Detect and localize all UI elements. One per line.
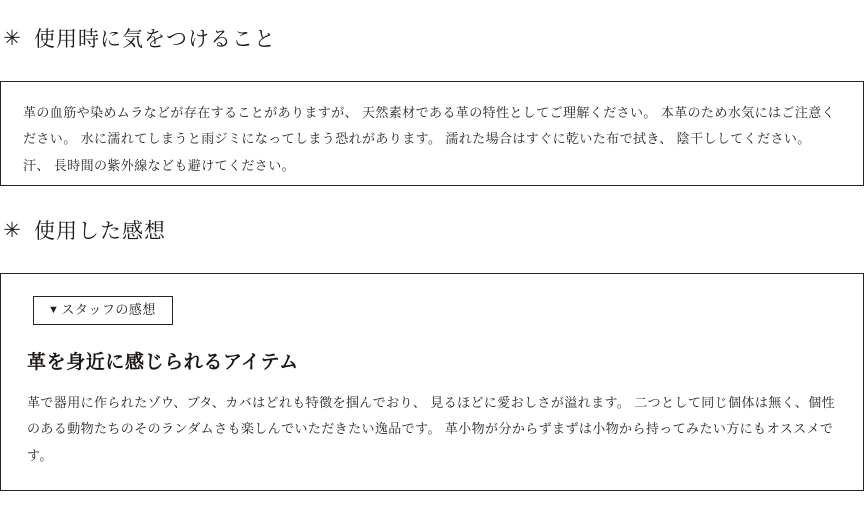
care-notes-text: 革の血筋や染めムラなどが存在することがありますが、 天然素材である革の特性としてご理解ください。 本革のため水気にはご注意ください。 水に濡れてしまうと雨ジミになってしまう恐れがあります。 濡れた場合はすぐに乾いた布で拭き、 陰干ししてください。 汗、 長時間の紫外線なども避けてください。 (23, 104, 836, 174)
section-header (0, 198, 864, 263)
asterisk-icon: ✳ (3, 25, 21, 50)
impression-title: 革を身近に感じられるアイテム (27, 351, 299, 373)
staff-impression-tag-label: スタッフの感想 (61, 301, 156, 317)
section-care-notes (0, 6, 864, 186)
impressions-box (0, 273, 864, 491)
care-notes-box (0, 81, 864, 186)
page-title: 使用した感想 (34, 219, 166, 244)
asterisk-icon: ✳ (3, 217, 21, 242)
section-header (0, 6, 864, 71)
impression-text: 革で器用に作られたゾウ、ブタ、カバはどれも特徴を掴んでおり、 見るほどに愛おしさが溢れます。 二つとして同じ個体は無く、個性のある動物たちのそのランダムさも楽しんでいただきたい逸品です。 革小物が分からずまずは小物から持ってみたい方にもオススメです。 (27, 394, 835, 464)
page-title: 使用時に気をつけること (34, 27, 276, 52)
section-impressions (0, 198, 864, 491)
triangle-down-icon: ▼ (48, 303, 60, 316)
staff-impression-tag (33, 296, 173, 325)
